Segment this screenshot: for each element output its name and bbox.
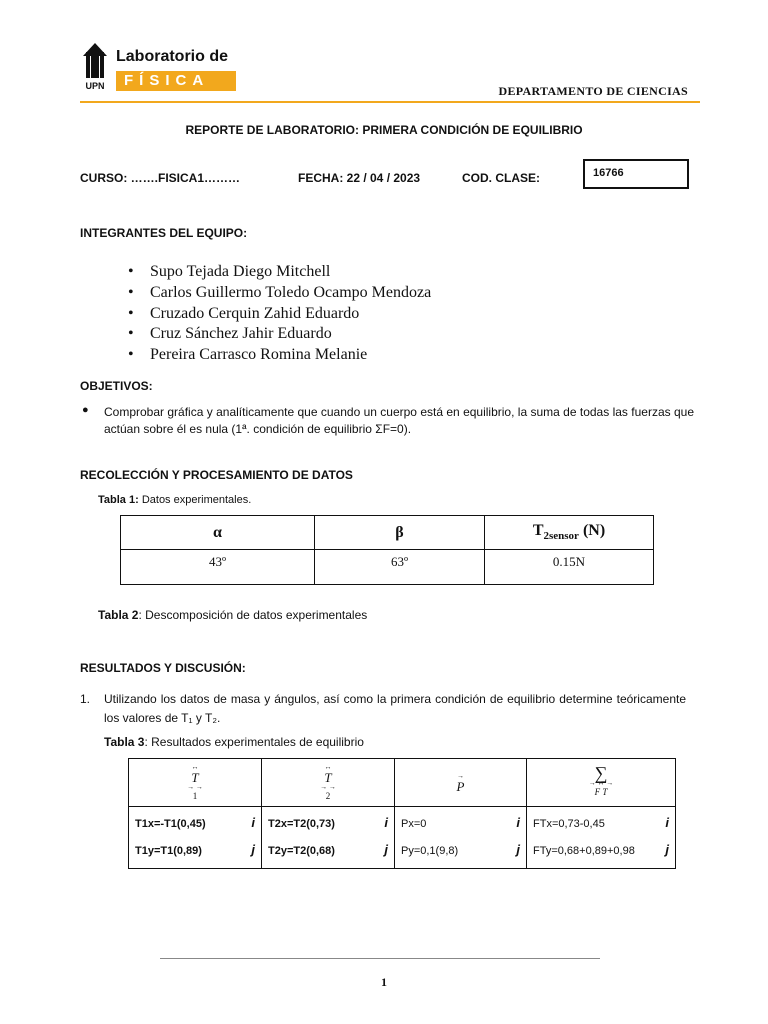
- table-experimental-data: [120, 515, 654, 585]
- course-label: CURSO: …….FISICA1………: [80, 171, 241, 185]
- class-code-label: COD. CLASE:: [462, 171, 540, 185]
- sum-f-components: FTx=0,73-0,45 i FTy=0,68+0,89+0,98 j: [527, 807, 676, 869]
- report-title: REPORTE DE LABORATORIO: PRIMERA CONDICIÓN DE EQUILIBRIO: [185, 123, 583, 137]
- value-alpha: 43º: [121, 550, 315, 585]
- value-tension: 0.15N: [485, 550, 654, 585]
- t2-components: T2x=T2(0,73) i T2y=T2(0,68) j: [262, 807, 395, 869]
- team-member: • Cruzado Cerquin Zahid Eduardo: [128, 304, 431, 325]
- header-tension: $T_{2sensor}$ (N): [485, 516, 654, 550]
- upn-logo-icon: [80, 42, 110, 92]
- team-members-list: [128, 262, 431, 366]
- header-divider: [80, 101, 700, 103]
- table3-caption: Tabla 3: Resultados experimentales de equilibrio: [104, 735, 364, 749]
- team-member: • Supo Tejada Diego Mitchell: [128, 262, 431, 283]
- team-member: • Pereira Carrasco Romina Melanie: [128, 345, 431, 366]
- header-t1: ↔ T → → 1: [129, 759, 262, 807]
- data-section-heading: RECOLECCIÓN Y PROCESAMIENTO DE DATOS: [80, 468, 353, 482]
- page-number: 1: [381, 975, 387, 989]
- department-label: DEPARTAMENTO DE CIENCIAS: [498, 84, 688, 98]
- header-alpha: α: [121, 516, 315, 550]
- objectives-text: Comprobar gráfica y analíticamente que cuando un cuerpo está en equilibrio, la suma de todas las fuerzas que actúan sobre él es nula (1ª. condición de equilibrio ΣF=0).: [104, 405, 694, 436]
- table1-caption: Tabla 1: Datos experimentales.: [98, 494, 252, 506]
- logo-title: Laboratorio de: [116, 48, 229, 65]
- objectives-heading: OBJETIVOS:: [80, 379, 153, 393]
- bullet-icon: ●: [82, 404, 89, 416]
- table2-caption: Tabla 2: Descomposición de datos experimentales: [98, 608, 368, 622]
- team-member: • Carlos Guillermo Toledo Ocampo Mendoza: [128, 283, 431, 304]
- logo-abbr: UPN: [85, 81, 105, 91]
- results-heading: RESULTADOS Y DISCUSIÓN:: [80, 661, 246, 675]
- header-p: → P: [395, 759, 527, 807]
- team-heading: INTEGRANTES DEL EQUIPO:: [80, 226, 248, 240]
- header-sum-f: ∑ → ↔ → F T: [527, 759, 676, 807]
- footer-divider: [160, 958, 600, 959]
- item-text: Utilizando los datos de masa y ángulos, así como la primera condición de equilibrio determine teóricamente los valores de T₁ y T₂.: [104, 692, 686, 725]
- header-t2: ↔ T → → 2: [262, 759, 395, 807]
- t1-components: T1x=-T1(0,45) i T1y=T1(0,89) j: [129, 807, 262, 869]
- logo: [80, 42, 240, 92]
- list-item: [80, 690, 686, 727]
- item-number: 1.: [80, 692, 91, 706]
- table-equilibrium-results: [128, 758, 676, 869]
- date-label: FECHA: 22 / 04 / 2023: [298, 171, 421, 185]
- team-member: • Cruz Sánchez Jahir Eduardo: [128, 324, 431, 345]
- value-beta: 63º: [315, 550, 485, 585]
- logo-subtitle: FÍSICA: [116, 71, 236, 91]
- p-components: Px=0 i Py=0,1(9,8) j: [395, 807, 527, 869]
- class-code-box: 16766: [583, 159, 689, 189]
- header-beta: β: [315, 516, 485, 550]
